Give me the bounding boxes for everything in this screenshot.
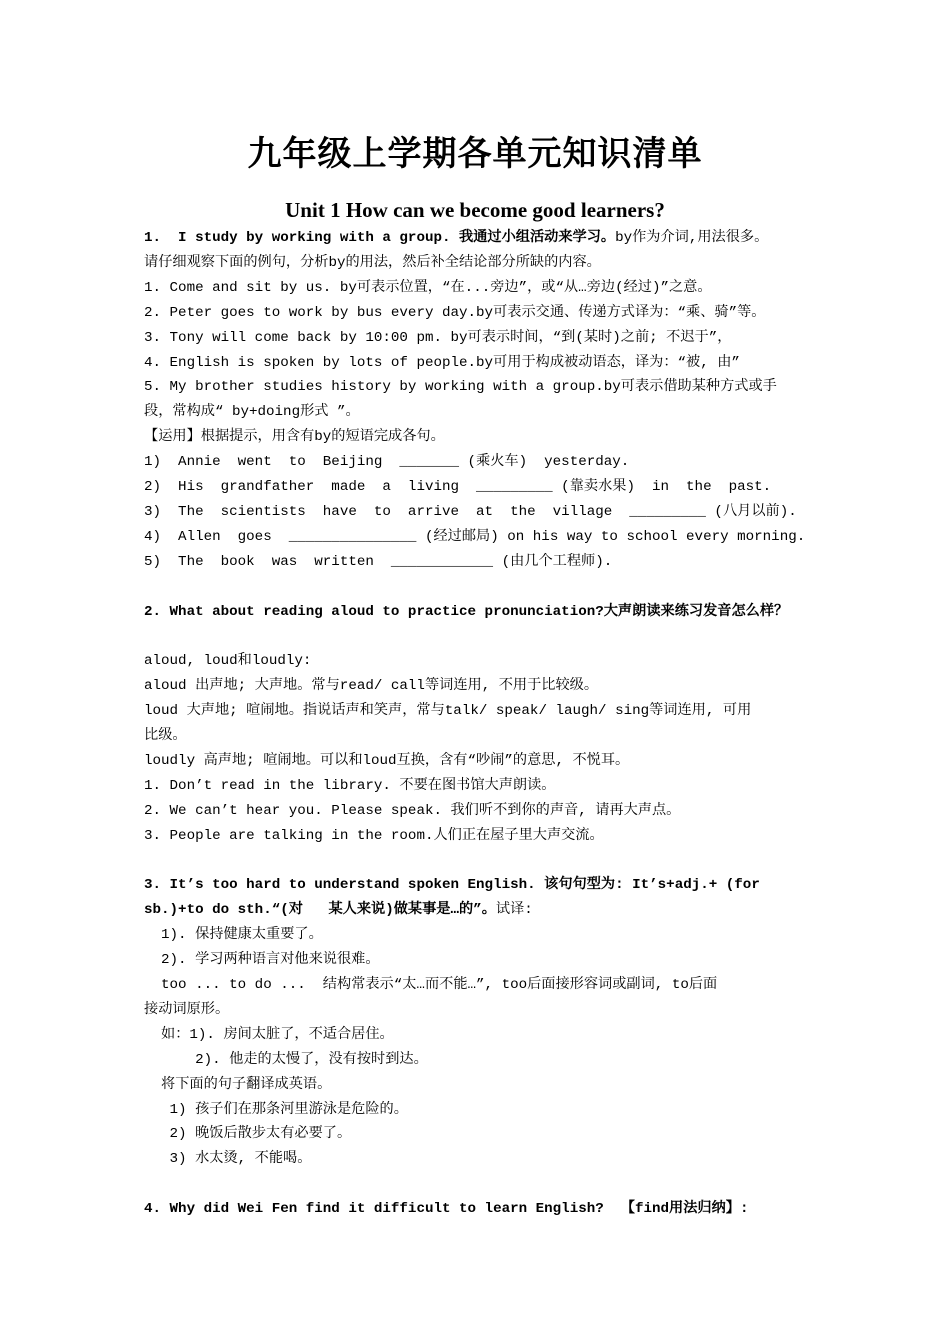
line-text: loudly 高声地; 喧闹地。可以和loud互换，含有“吵闹”的意思, 不悦耳。 (144, 752, 630, 769)
line-text: 4. Why did Wei Fen find it difficult to learn English? 【find用法归纳】: (144, 1201, 749, 1218)
line-text: 1). 保持健康太重要了。 (144, 927, 323, 944)
line-text: 2) 晚饭后散步太有必要了。 (144, 1126, 352, 1143)
text-line (144, 502, 824, 522)
text-line (144, 975, 824, 995)
line-text: 2). 他走的太慢了，没有按时到达。 (144, 1051, 428, 1068)
line-text: 3. People are talking in the room.人们正在屋子里大声交流。 (144, 827, 604, 844)
text-line (144, 925, 824, 945)
line-text: 4. English is spoken by lots of people.by可用于构成被动语态，译为：“被, 由” (144, 354, 740, 371)
text-line (144, 751, 824, 771)
text-line (144, 602, 824, 622)
line-text: 如：1). 房间太脏了，不适合居住。 (144, 1026, 394, 1043)
text-line (144, 328, 824, 348)
line-text: too ... to do ... 结构常表示“太…而不能…”, too后面接形容词或副词, to后面 (144, 977, 718, 993)
text-line (144, 353, 824, 373)
text-line (144, 1050, 824, 1070)
text-line (144, 1149, 824, 1169)
text-line (144, 477, 824, 497)
line-text: 2. We can’t hear you. Please speak. 我们听不到你的声音, 请再大声点。 (144, 802, 681, 819)
line-text: 5. My brother studies history by working with a group.by可表示借助某种方式或手 (144, 379, 777, 396)
text-line (144, 676, 824, 696)
line-text: 3) 水太烫, 不能喝。 (144, 1151, 312, 1168)
text-line (144, 377, 824, 397)
text-line (144, 726, 824, 746)
line-text: 1. Don’t read in the library. 不要在图书馆大声朗读。 (144, 777, 556, 794)
line-text-tail: 试译: (495, 902, 533, 919)
text-line (144, 1075, 824, 1095)
text-line (144, 303, 824, 323)
text-line (144, 278, 824, 298)
text-line (144, 776, 824, 796)
text-line (144, 801, 824, 821)
line-text: 4) Allen goes _______________ (经过邮局) on his way to school every morning. (144, 528, 806, 545)
line-text: 5) The book was written ____________ (由几个工程师). (144, 553, 613, 570)
line-text: aloud 出声地; 大声地。常与read/ call等词连用, 不用于比较级。 (144, 678, 599, 695)
line-text: 2). 学习两种语言对他来说很难。 (144, 952, 380, 969)
text-line (144, 527, 824, 547)
line-text: aloud, loud和loudly: (144, 653, 312, 670)
line-text: 将下面的句子翻译成英语。 (144, 1076, 332, 1093)
text-line (144, 826, 824, 846)
line-text: 1) 孩子们在那条河里游泳是危险的。 (144, 1101, 408, 1118)
line-text: 2. What about reading aloud to practice pronunciation?大声朗读来练习发音怎么样？ (144, 603, 789, 620)
text-line (144, 228, 824, 248)
line-text: 比级。 (144, 728, 187, 744)
line-text: 段，常构成“ by+doing形式 ”。 (144, 404, 360, 421)
line-text-tail: by作为介词,用法很多。 (615, 230, 769, 246)
text-line (144, 253, 824, 273)
line-text: 接动词原形。 (144, 1001, 230, 1018)
text-line (144, 1124, 824, 1144)
text-line (144, 552, 824, 572)
document-title: 九年级上学期各单元知识清单 (247, 134, 703, 174)
line-text: 2. Peter goes to work by bus every day.by可表示交通、传递方式译为：“乘、骑”等。 (144, 304, 766, 321)
text-line (144, 402, 824, 422)
text-line (144, 875, 824, 895)
text-line (144, 1025, 824, 1045)
line-text: sb.)+to do sth.“(对 某人来说)做某事是…的”。 (144, 902, 496, 919)
line-text: 请仔细观察下面的例句，分析by的用法，然后补全结论部分所缺的内容。 (144, 254, 601, 271)
text-line (144, 950, 824, 970)
text-line (144, 427, 824, 447)
text-line (144, 900, 824, 920)
line-text: 【运用】根据提示，用含有by的短语完成各句。 (144, 429, 445, 446)
line-text: loud 大声地; 喧闹地。指说话声和笑声，常与talk/ speak/ laugh/ sing等词连用, 可用 (144, 703, 752, 720)
line-text: 1. Come and sit by us. by可表示位置，“在...旁边”，或“从…旁边(经过)”之意。 (144, 279, 712, 296)
unit-title: Unit 1 How can we become good learners? (285, 198, 665, 222)
line-text: 3. It’s too hard to understand spoken English. 该句句型为: It’s+adj.+ (for (144, 877, 760, 894)
text-line (144, 651, 824, 671)
line-text: 3) The scientists have to arrive at the village _________ (八月以前). (144, 503, 797, 520)
line-text: 1. I study by working with a group. 我通过小组活动来学习。 (144, 230, 616, 246)
line-text: 1) Annie went to Beijing _______ (乘火车) yesterday. (144, 454, 630, 471)
text-line (144, 1100, 824, 1120)
text-line (144, 1000, 824, 1020)
text-line (144, 1199, 824, 1219)
line-text: 2) His grandfather made a living _________ (靠卖水果) in the past. (144, 479, 772, 495)
text-line (144, 701, 824, 721)
line-text: 3. Tony will come back by 10:00 pm. by可表示时间，“到(某时)之前; 不迟于”， (144, 329, 732, 346)
text-line (144, 452, 824, 472)
